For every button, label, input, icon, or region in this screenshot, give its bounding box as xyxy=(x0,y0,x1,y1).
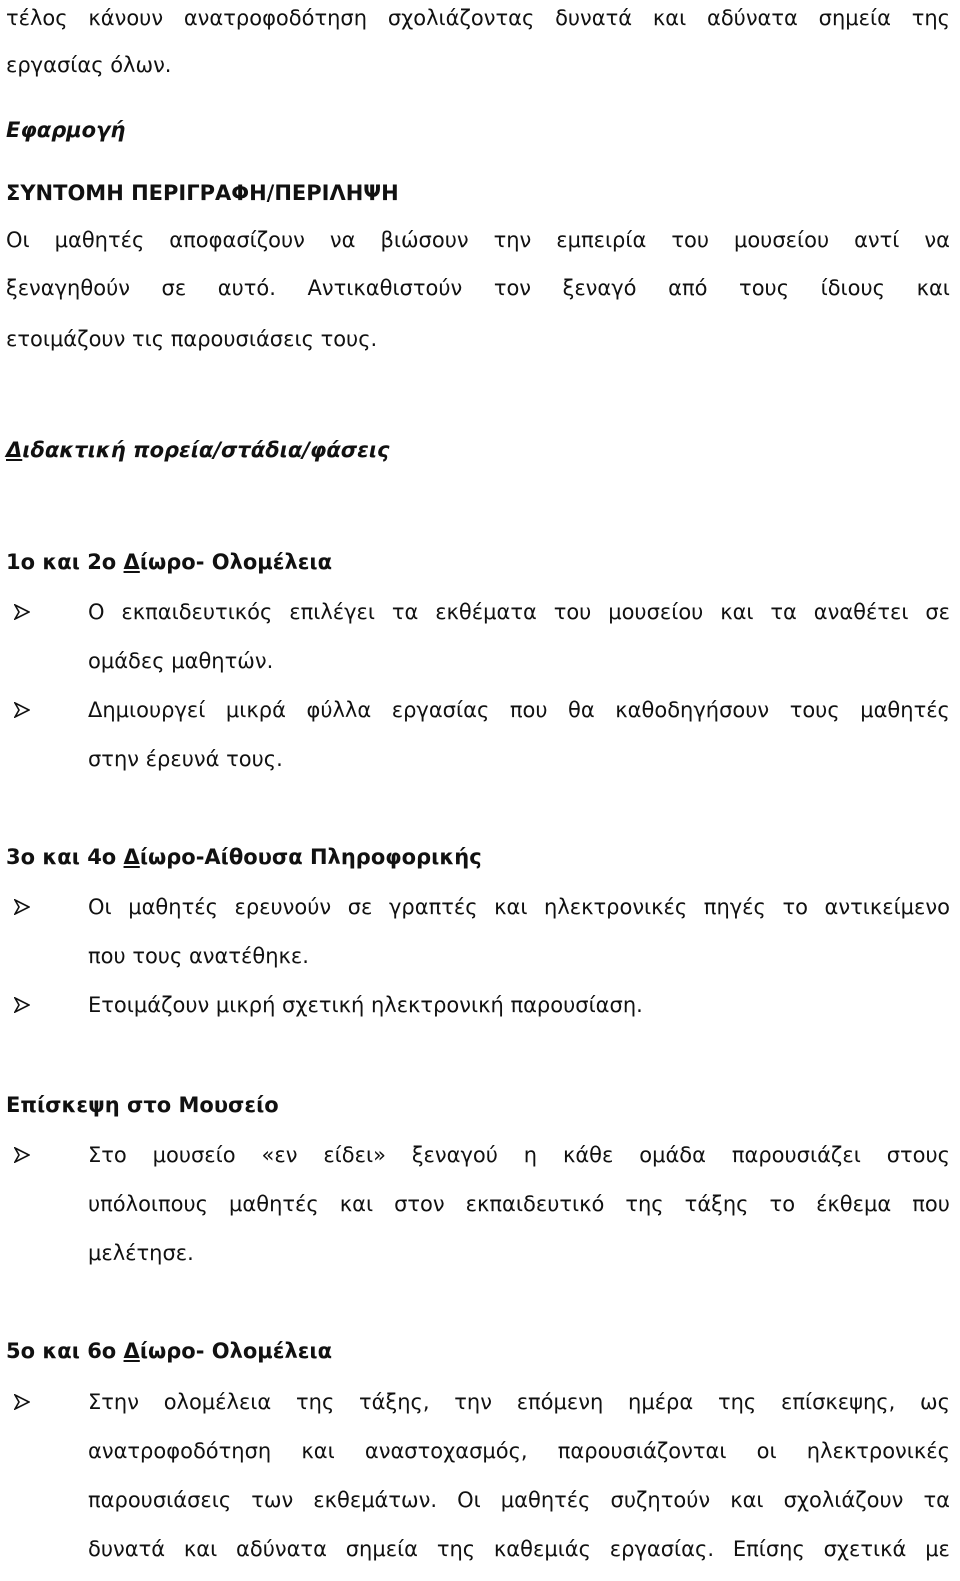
word: τα xyxy=(391,600,419,624)
word: του xyxy=(553,600,592,624)
arrowhead-bullet-icon xyxy=(8,598,34,626)
word: εκθέματα xyxy=(435,600,537,624)
section-1-bullet-2-line-2: στην έρευνά τους. xyxy=(88,747,283,771)
word: τους xyxy=(739,276,790,300)
word: εκπαιδευτικός xyxy=(121,600,273,624)
word: Στην xyxy=(88,1390,139,1414)
word: αναθέτει xyxy=(813,600,909,624)
word: των xyxy=(251,1488,294,1512)
summary-text-line-3: ετοιμάζουν τις παρουσιάσεις τους. xyxy=(6,327,378,351)
section-4-heading-prefix: 5ο και 6ο xyxy=(6,1339,124,1363)
word: που xyxy=(912,1192,950,1216)
section-3-bullet-1-line-2 xyxy=(88,1190,950,1218)
word: και xyxy=(730,1488,764,1512)
section-4-heading xyxy=(6,1337,950,1365)
word: την xyxy=(454,1390,492,1414)
word: Στο xyxy=(88,1143,127,1167)
intro-text-line-1 xyxy=(6,4,950,32)
word: σε xyxy=(925,600,950,624)
arrowhead-bullet-icon xyxy=(8,893,34,921)
word: την xyxy=(493,228,532,252)
word: ανατροφοδότηση xyxy=(183,6,368,30)
word: αποφασίζουν xyxy=(169,228,305,252)
intro-text-line-2: εργασίας όλων. xyxy=(6,53,172,77)
word: μουσείου xyxy=(733,228,830,252)
word: της xyxy=(625,1192,664,1216)
word: στους xyxy=(886,1143,950,1167)
word: είδει» xyxy=(323,1143,386,1167)
word: ίδιους xyxy=(820,276,885,300)
word: παρουσιάσεις xyxy=(88,1488,232,1512)
word: με xyxy=(925,1537,950,1561)
word: αντί xyxy=(854,228,900,252)
heading-teaching-path-initial: Δ xyxy=(6,438,23,462)
section-2-bullet-1-line-1 xyxy=(88,893,950,921)
word: τα xyxy=(770,600,797,624)
section-2-bullet-1-line-2: που τους ανατέθηκε. xyxy=(88,944,309,968)
word: ξεναγού xyxy=(411,1143,498,1167)
word: και xyxy=(720,600,754,624)
word: ανατροφοδότηση xyxy=(88,1439,272,1463)
word: γραπτές xyxy=(388,895,478,919)
word: φύλλα xyxy=(306,698,372,722)
word: δυνατά xyxy=(555,6,633,30)
word: τα xyxy=(923,1488,950,1512)
section-1-heading-prefix: 1ο και 2ο xyxy=(6,550,124,574)
word: και xyxy=(916,276,950,300)
word: το xyxy=(769,1192,796,1216)
word: να xyxy=(924,228,950,252)
section-4-bullet-1-line-2 xyxy=(88,1437,950,1465)
word: ηλεκτρονικές xyxy=(544,895,688,919)
word: σημεία xyxy=(345,1537,419,1561)
section-4-heading-initial: Δ xyxy=(123,1339,140,1363)
word: αναστοχασμός, xyxy=(364,1439,528,1463)
word: της xyxy=(436,1537,476,1561)
word: κάνουν xyxy=(88,6,164,30)
section-2-bullet-2-line-1: Ετοιμάζουν μικρή σχετική ηλεκτρονική παρουσίαση. xyxy=(88,993,643,1017)
section-3-heading: Επίσκεψη στο Μουσείο xyxy=(6,1093,279,1117)
word: αδύνατα xyxy=(236,1537,327,1561)
word: καθοδηγήσουν xyxy=(615,698,770,722)
heading-teaching-path-rest: ιδακτική πορεία/στάδια/φάσεις xyxy=(22,438,390,462)
heading-application: Εφαρμογή xyxy=(6,118,126,142)
word: ολομέλεια xyxy=(163,1390,272,1414)
word: έκθεμα xyxy=(816,1192,892,1216)
section-2-heading xyxy=(6,843,950,871)
word: εκθεμάτων. xyxy=(313,1488,438,1512)
word: αδύνατα xyxy=(706,6,798,30)
section-3-bullet-1-line-3: μελέτησε. xyxy=(88,1241,194,1265)
arrowhead-bullet-icon xyxy=(8,991,34,1019)
word: η xyxy=(523,1143,538,1167)
word: σχολιάζοντας xyxy=(387,6,535,30)
word: που xyxy=(509,698,548,722)
word: εκπαιδευτικό xyxy=(465,1192,605,1216)
word: καθεμιάς xyxy=(493,1537,591,1561)
word: μαθητές xyxy=(500,1488,591,1512)
word: σημεία xyxy=(818,6,891,30)
word: του xyxy=(671,228,709,252)
word: αντικείμενο xyxy=(824,895,950,919)
section-1-bullet-2-line-1 xyxy=(88,696,950,724)
word: και xyxy=(183,1537,218,1561)
word: μουσείο xyxy=(152,1143,236,1167)
section-4-heading-suffix: ίωρο- Ολομέλεια xyxy=(139,1339,333,1363)
word: Αντικαθιστούν xyxy=(307,276,463,300)
word: σχολιάζουν xyxy=(783,1488,904,1512)
word: επίσκεψης, xyxy=(780,1390,896,1414)
word: τάξης xyxy=(684,1192,749,1216)
word: ηλεκτρονικές xyxy=(806,1439,950,1463)
word: της xyxy=(717,1390,757,1414)
heading-teaching-path xyxy=(6,436,950,464)
word: εργασίας xyxy=(391,698,490,722)
word: αυτό. xyxy=(217,276,276,300)
word: της xyxy=(911,6,950,30)
summary-text-line-1 xyxy=(6,226,950,254)
summary-heading: ΣΥΝΤΟΜΗ ΠΕΡΙΓΡΑΦΗ/ΠΕΡΙΛΗΨΗ xyxy=(6,181,399,205)
section-1-bullet-1-line-2: ομάδες μαθητών. xyxy=(88,649,274,673)
word: μαθητές xyxy=(128,895,218,919)
word: τους xyxy=(789,698,840,722)
word: στον xyxy=(394,1192,445,1216)
section-1-bullet-1-line-1 xyxy=(88,598,950,626)
word: Επίσης xyxy=(732,1537,805,1561)
word: από xyxy=(668,276,708,300)
word: επιλέγει xyxy=(289,600,375,624)
word: τάξης, xyxy=(359,1390,430,1414)
word: ως xyxy=(920,1390,950,1414)
word: και xyxy=(339,1192,374,1216)
word: Οι xyxy=(457,1488,481,1512)
word: Οι xyxy=(88,895,112,919)
word: κάθε xyxy=(562,1143,614,1167)
section-1-heading-suffix: ίωρο- Ολομέλεια xyxy=(139,550,333,574)
word: Ο xyxy=(88,600,105,624)
section-2-heading-initial: Δ xyxy=(123,845,140,869)
word: σε xyxy=(347,895,373,919)
word: τον xyxy=(493,276,532,300)
word: ομάδα xyxy=(639,1143,706,1167)
word: εμπειρία xyxy=(556,228,647,252)
word: υπόλοιπους xyxy=(88,1192,208,1216)
section-3-bullet-1-line-1 xyxy=(88,1141,950,1169)
word: Δημιουργεί xyxy=(88,698,206,722)
word: ξεναγηθούν xyxy=(6,276,130,300)
word: μικρά xyxy=(225,698,286,722)
word: και xyxy=(652,6,687,30)
section-2-heading-prefix: 3ο και 4ο xyxy=(6,845,124,869)
word: επόμενη xyxy=(516,1390,604,1414)
section-4-bullet-1-line-3 xyxy=(88,1486,950,1514)
word: «εν xyxy=(261,1143,298,1167)
arrowhead-bullet-icon xyxy=(8,1388,34,1416)
word: μουσείου xyxy=(608,600,704,624)
word: και xyxy=(494,895,528,919)
word: ημέρα xyxy=(628,1390,694,1414)
word: θα xyxy=(568,698,595,722)
word: το xyxy=(782,895,808,919)
section-1-heading-initial: Δ xyxy=(123,550,140,574)
word: και xyxy=(301,1439,335,1463)
section-4-bullet-1-line-1 xyxy=(88,1388,950,1416)
section-4-bullet-1-line-4 xyxy=(88,1535,950,1563)
word: οι xyxy=(756,1439,777,1463)
word: μαθητές xyxy=(229,1192,319,1216)
word: της xyxy=(296,1390,335,1414)
section-1-heading xyxy=(6,548,950,576)
section-2-heading-suffix: ίωρο-Αίθουσα Πληροφορικής xyxy=(139,845,482,869)
word: ερευνούν xyxy=(234,895,332,919)
word: συζητούν xyxy=(610,1488,711,1512)
word: μαθητές xyxy=(860,698,950,722)
word: να xyxy=(329,228,356,252)
arrowhead-bullet-icon xyxy=(8,696,34,724)
word: ξεναγό xyxy=(562,276,637,300)
word: σχετικά xyxy=(823,1537,907,1561)
word: παρουσιάζονται xyxy=(557,1439,727,1463)
word: Οι xyxy=(6,228,30,252)
word: σε xyxy=(161,276,187,300)
word: παρουσιάζει xyxy=(731,1143,861,1167)
word: βιώσουν xyxy=(380,228,469,252)
word: εργασίας. xyxy=(609,1537,715,1561)
word: μαθητές xyxy=(54,228,145,252)
word: τέλος xyxy=(6,6,68,30)
arrowhead-bullet-icon xyxy=(8,1141,34,1169)
summary-text-line-2 xyxy=(6,274,950,302)
word: πηγές xyxy=(703,895,766,919)
word: δυνατά xyxy=(88,1537,166,1561)
